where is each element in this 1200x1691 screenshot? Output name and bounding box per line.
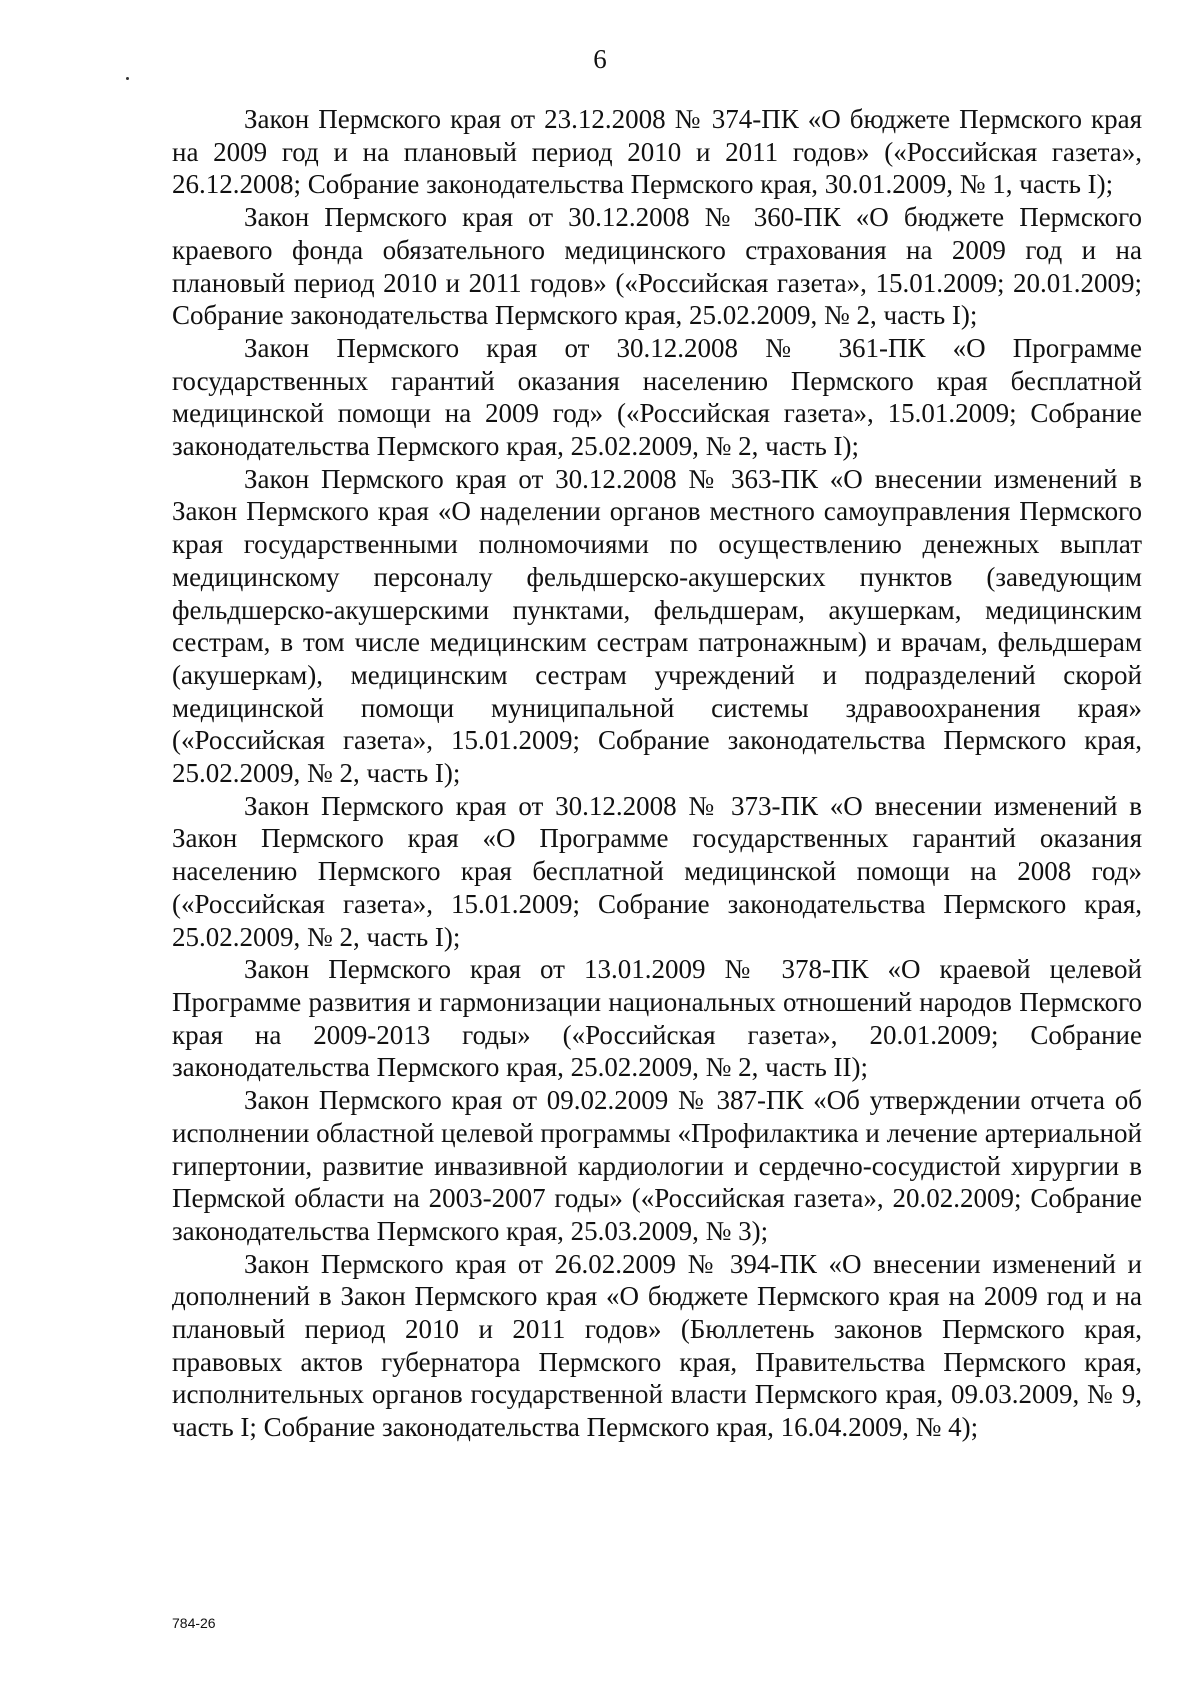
page-number: 6	[593, 44, 607, 74]
law-entry-6: Закон Пермского края от 13.01.2009 № 378-ПК «О краевой целевой Программе развития и гармонизации национальных отношений народов Пермского края на 2009-2013 годы» («Российская газета», 20.01.2009; Собрание законодательства Пермского края, 25.02.2009, № 2, часть II);	[172, 954, 1142, 1083]
law-entry-4: Закон Пермского края от 30.12.2008 № 363-ПК «О внесении изменений в Закон Пермского края «О наделении органов местного самоуправления Пермского края государственными полномочиями по осуществлению денежных выплат медицинскому персоналу фельдшерско-акушерских пунктов (заведующим фельдшерско-акушерскими пунктами, фельдшерам, акушеркам, медицинским сестрам, в том числе медицинским сестрам патронажным) и врачам, фельдшерам (акушеркам), медицинским сестрам учреждений и подразделений скорой медицинской помощи муниципальной системы здравоохранения края» («Российская газета», 15.01.2009; Собрание законодательства Пермского края, 25.02.2009, № 2, часть I);	[172, 463, 1142, 789]
law-entry-3: Закон Пермского края от 30.12.2008 № 361-ПК «О Программе государственных гарантий оказания населению Пермского края бесплатной медицинской помощи на 2009 год» («Российская газета», 15.01.2009; Собрание законодательства Пермского края, 25.02.2009, № 2, часть I);	[172, 332, 1142, 462]
scan-artifact-dot	[126, 77, 129, 80]
law-entry-1: Закон Пермского края от 23.12.2008 № 374-ПК «О бюджете Пермского края на 2009 год и на плановый период 2010 и 2011 годов» («Российская газета», 26.12.2008; Собрание законодательства Пермского края, 30.01.2009, № 1, часть I);	[172, 104, 1142, 200]
document-code: 784-26	[172, 1615, 216, 1631]
law-entry-8: Закон Пермского края от 26.02.2009 № 394-ПК «О внесении изменений и дополнений в Закон Пермского края «О бюджете Пермского края на 2009 год и на плановый период 2010 и 2011 годов» (Бюллетень законов Пермского края, правовых актов губернатора Пермского края, Правительства Пермского края, исполнительных органов государственной власти Пермского края, 09.03.2009, № 9, часть I; Собрание законодательства Пермского края, 16.04.2009, № 4);	[172, 1248, 1142, 1443]
law-list	[172, 103, 1142, 1444]
law-entry-7: Закон Пермского края от 09.02.2009 № 387-ПК «Об утверждении отчета об исполнении областной целевой программы «Профилактика и лечение артериальной гипертонии, развитие инвазивной кардиологии и сердечно-сосудистой хирургии в Пермской области на 2003-2007 годы» («Российская газета», 20.02.2009; Собрание законодательства Пермского края, 25.03.2009, № 3);	[172, 1085, 1142, 1246]
law-entry-5: Закон Пермского края от 30.12.2008 № 373-ПК «О внесении изменений в Закон Пермского края «О Программе государственных гарантий оказания населению Пермского края бесплатной медицинской помощи на 2008 год» («Российская газета», 15.01.2009; Собрание законодательства Пермского края, 25.02.2009, № 2, часть I);	[172, 790, 1142, 952]
law-entry-2: Закон Пермского края от 30.12.2008 № 360-ПК «О бюджете Пермского краевого фонда обязательного медицинского страхования на 2009 год и на плановый период 2010 и 2011 годов» («Российская газета», 15.01.2009; 20.01.2009; Собрание законодательства Пермского края, 25.02.2009, № 2, часть I);	[172, 202, 1142, 331]
